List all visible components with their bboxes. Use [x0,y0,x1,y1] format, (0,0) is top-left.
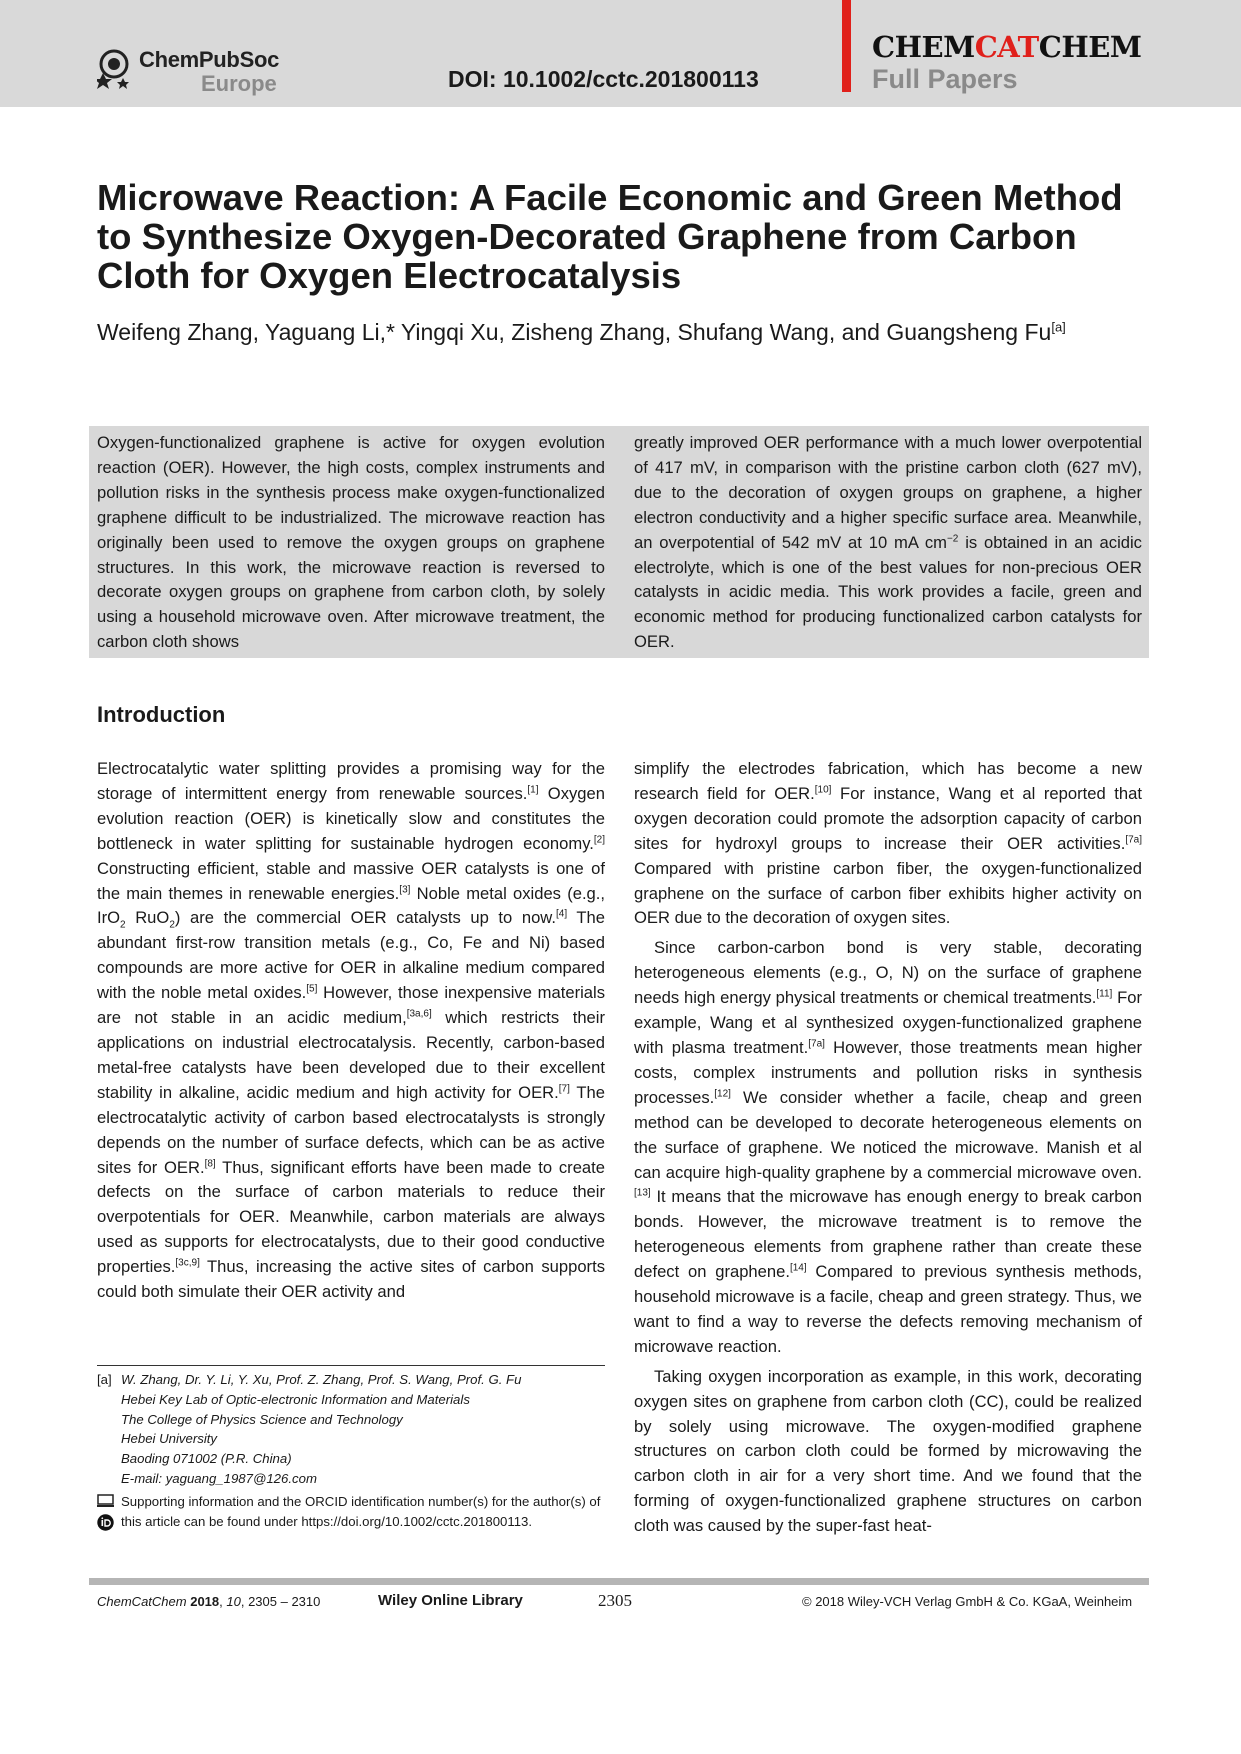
abstract-left-column [97,431,605,655]
text-run: Oxygen evolution reaction (OER) is kinetically slow and constitutes the bottleneck in water splitting for sustainable hydrogen economy. [97,783,605,853]
text-run: For example, Wang et al synthesized oxygen-functionalized graphene with plasma treatment. [634,988,1142,1057]
footnote-mark: [a] [97,1372,112,1387]
body-left-column [97,757,605,1305]
footer-year: 2018 [190,1594,220,1609]
citation-ref[interactable]: [7a] [1125,834,1142,846]
citation-ref[interactable]: [3] [399,884,411,895]
abstract-text-right-a: greatly improved OER performance with a much lower overpotential of 417 mV, in comparison with the pristine carbon cloth (627 mV), due to the decoration of oxygen groups on graphene, a higher electron conductivity and a higher specific surface area. Meanwhile, an overpotential of 542 mV at 10 mA cm [634,433,1142,552]
citation-ref[interactable]: [3c,9] [175,1257,200,1269]
footer-rule [89,1578,1149,1585]
journal-wordmark-part3: CHEM [1038,30,1142,64]
chempubsoc-logo-icon [97,45,143,91]
text-run: However, those inexpensive materials are not stable in an acidic medium, [97,983,605,1028]
affiliation-mark[interactable]: [a] [1051,319,1066,335]
citation-ref[interactable]: [12] [714,1088,731,1100]
citation-ref[interactable]: [3a,6] [406,1008,432,1020]
computer-icon [97,1494,114,1508]
footnote-divider [97,1365,605,1366]
citation-ref[interactable]: [10] [814,784,832,796]
article-section-label: Full Papers [872,64,1018,94]
citation-ref[interactable]: [4] [555,908,568,920]
text-run: Thus, significant efforts have been made to create defects on the surface of carbon materials to reduce their overpotentials for OER. Meanwhile, carbon materials are always used as supports for electrocatalysts, due to their good conductive properties. [97,1157,606,1277]
footnote-university: Hebei University [121,1431,218,1447]
citation-ref[interactable]: [7] [558,1083,570,1095]
citation-ref[interactable]: [14] [789,1262,807,1274]
footer-pages: , 2305 – 2310 [240,1594,321,1609]
footnote-address: Baoding 071002 (P.R. China) [121,1451,292,1467]
text-run: For instance, Wang et al reported that oxygen decoration could promote the adsorption capacity of carbon sites for hydroxyl groups to increase their OER activities. [634,783,1142,853]
text-run: RuO [125,908,170,928]
journal-wordmark[interactable] [872,30,1141,64]
subscript: 2 [169,919,175,931]
text-run: ) are the commercial OER catalysts up to now. [174,908,556,928]
article-doi[interactable]: DOI: 10.1002/cctc.201800113 [448,66,759,92]
unit-exponent: −2 [946,533,959,545]
text-run: The electrocatalytic activity of carbon based electrocatalysts is strongly depends on the number of surface defects, which can be as active sites for OER. [97,1082,605,1177]
page-header [0,0,1241,107]
text-run: However, those treatments mean higher costs, complex instruments and pollution risks in synthesis processes. [634,1037,1142,1107]
text-run: It means that the microwave has enough energy to break carbon bonds. However, the microwave treatment is to remove the heterogeneous elements from graphene rather than create these defect on graphene. [634,1187,1142,1282]
supporting-info-text: Supporting information and the ORCID identification number(s) for the author(s) of this article can be found under https://doi.org/10.1002/cctc.201800113. [121,1494,601,1529]
text-run: Compared with pristine carbon fiber, the oxygen-functionalized graphene on the surface of carbon fiber exhibits higher activity on OER due to the decoration of oxygen sites. [634,858,1142,928]
orcid-icon[interactable] [97,1514,114,1531]
intro-paragraph-3 [634,936,1142,1359]
footer-library-link[interactable]: Wiley Online Library [378,1592,523,1609]
text-run: Noble metal oxides (e.g., IrO [97,883,606,928]
citation-ref[interactable]: [7a] [808,1038,825,1050]
footer-journal: ChemCatChem [97,1594,187,1609]
footer-copyright: © 2018 Wiley-VCH Verlag GmbH & Co. KGaA, Weinheim [802,1594,1133,1609]
abstract-text-right-b: is obtained in an acidic electrolyte, which is one of the best values for non-precious OER catalysts in acidic media. This work provides a facile, green and economic method for producing functionalized carbon catalysts for OER. [634,532,1142,652]
text-run: simplify the electrodes fabrication, which has become a new research field for OER. [634,759,1142,803]
citation-ref[interactable]: [13] [634,1187,651,1199]
text-run: We consider whether a facile, cheap and green method can be developed to decorate heterogeneous elements on the surface of graphene. We noticed the microwave. Manish et al can acquire high-quality graphene by a commercial microwave oven. [634,1087,1142,1182]
footer-volume: 10 [226,1594,241,1609]
body-right-column [634,757,1142,1539]
footnote-email[interactable]: E-mail: yaguang_1987@126.com [121,1470,317,1486]
footnote-lab: Hebei Key Lab of Optic-electronic Information and Materials [121,1391,470,1407]
accent-bar [842,0,851,92]
subscript: 2 [120,919,126,931]
article-title: Microwave Reaction: A Facile Economic and Green Method to Synthesize Oxygen-Decorated Graphene from Carbon Cloth for Oxygen Electrocatalysis [97,177,1123,296]
section-heading-introduction: Introduction [97,702,226,727]
citation-ref[interactable]: [1] [527,784,539,796]
intro-paragraph-2 [634,757,1142,931]
abstract-text-left: Oxygen-functionalized graphene is active for oxygen evolution reaction (OER). However, the high costs, complex instruments and pollution risks in the synthesis process make oxygen-functionalized graphene difficult to be industrialized. The microwave reaction has originally been used to remove the oxygen groups on graphene structures. In this work, the microwave reaction is reversed to decorate oxygen groups on graphene from carbon cloth, by solely using a household microwave oven. After microwave treatment, the carbon cloth shows [97,433,605,652]
intro-paragraph-1 [97,757,605,1305]
text-run: Compared to previous synthesis methods, household microwave is a facile, cheap and green strategy. Thus, we want to find a way to reverse the defects removing mechanism of microwave reaction. [634,1262,1142,1356]
author-names: Weifeng Zhang, Yaguang Li,* Yingqi Xu, Zisheng Zhang, Shufang Wang, and Guangsheng Fu [97,319,1052,345]
citation-ref[interactable]: [5] [306,983,318,995]
publisher-name: ChemPubSoc [139,47,280,72]
intro-paragraph-4: Taking oxygen incorporation as example, in this work, decorating oxygen sites on graphene from carbon cloth (CC), could be realized by solely using microwave. The oxygen-modified graphene structures on carbon cloth could be formed by microwaving the carbon cloth in air for a very short time. And we found that the forming of oxygen-functionalized graphene structures on carbon cloth was caused by the super-fast heat- [634,1366,1142,1536]
footnote-authors: W. Zhang, Dr. Y. Li, Y. Xu, Prof. Z. Zhang, Prof. S. Wang, Prof. G. Fu [121,1372,522,1387]
si-icons [97,1494,115,1531]
publisher-region: Europe [201,71,277,96]
journal-wordmark-part1: CHEM [872,30,975,64]
text-run: The abundant first-row transition metals (e.g., Co, Fe and Ni) based compounds are more active for OER in alkaline medium compared with the noble metal oxides. [97,908,605,1003]
journal-wordmark-part2: CAT [974,30,1039,64]
publisher-logo[interactable] [97,45,287,95]
citation-ref[interactable]: [11] [1096,988,1113,1000]
text-run: Since carbon-carbon bond is very stable, decorating heterogeneous elements (e.g., O, N) on the surface of graphene needs high energy physical treatments or chemical treatments. [634,938,1142,1008]
footnote-lines [121,1370,521,1489]
citation-ref[interactable]: [2] [593,834,605,846]
text-run: Thus, increasing the active sites of carbon supports could both simulate their OER activity and [97,1257,605,1302]
footnote-college: The College of Physics Science and Technology [121,1411,403,1427]
text-run: Constructing efficient, stable and massive OER catalysts is one of the main themes in renewable energies. [97,858,605,903]
text-run: Electrocatalytic water splitting provides a promising way for the storage of intermittent energy from renewable sources. [97,759,605,803]
abstract-right-column [634,431,1142,655]
citation-ref[interactable]: [8] [204,1157,216,1169]
author-list [97,318,1097,346]
abstract-text-right [634,431,1142,655]
text-run: which restricts their applications on industrial electrocatalysis. Recently, carbon-based metal-free catalysts have been developed due to their excellent stability in alkaline, acidic medium and high activity for OER. [97,1008,605,1102]
page-number: 2305 [598,1591,632,1610]
footer-citation: ChemCatChem 2018, 10, 2305 – 2310 [97,1594,321,1609]
